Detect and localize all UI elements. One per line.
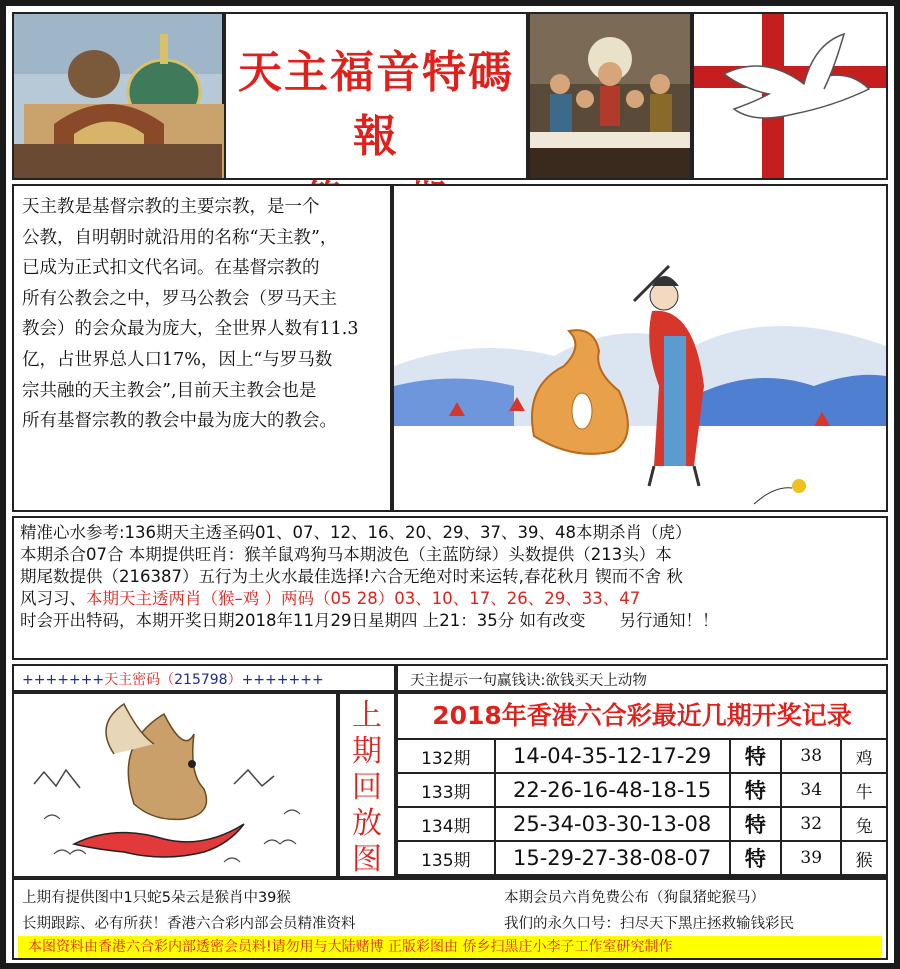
eagle-snake-illustration [14, 694, 336, 876]
footer-tracking: 长期跟踪、必有所获！香港六合彩内部会员精准资料 [22, 916, 356, 932]
table-row [397, 773, 887, 807]
info-line-2: 本期杀合07合 本期提供旺肖：猴羊鼠鸡狗马本期波色（主蓝防绿）头数提供（213头）本 [20, 545, 672, 564]
zodiac-cell: 兔 [841, 807, 887, 841]
numbers-cell: 15-29-27-38-08-07 [495, 841, 730, 875]
info-line-5-notice: 另行通知！！ [619, 611, 719, 630]
page-title: 天主福音特碼報 [238, 47, 514, 162]
flute-girl-painting [394, 186, 886, 510]
info-line-4-text: 风习习、 [20, 589, 86, 608]
footer-disclaimer: 本图资料由香港六合彩内部透密会员料!请勿用与大陆赌博 正版彩图由 侨乡扫黑庄小李子工作室研究制作 [18, 936, 882, 958]
zodiac-cell: 鸡 [841, 739, 887, 773]
period-cell: 135期 [397, 841, 495, 875]
replay-char: 期 [352, 734, 382, 769]
eagle-image-box [12, 692, 338, 878]
cross-dove-icon [694, 14, 886, 178]
special-cell: 34 [781, 773, 841, 807]
secret-code-line [22, 669, 386, 689]
intro-line: 天主教是基督宗教的主要宗教，是一个 [22, 197, 320, 217]
intro-line: 亿，占世界总人口17%，因上“与罗马数 [22, 349, 333, 370]
footer-box [12, 878, 888, 960]
records-box [396, 692, 888, 878]
info-line-4-highlight: 本期天主透两肖（猴–鸡 ）两码（05 28）03、10、17、26、29、33、47 [86, 589, 641, 608]
tip-text: 天主提示一句赢钱诀:欲钱买天上动物 [410, 673, 647, 689]
zodiac-cell: 牛 [841, 773, 887, 807]
secret-code-label: 天主密码（ [104, 672, 175, 688]
tip-box [396, 664, 888, 692]
te-cell: 特 [730, 841, 782, 875]
footer-member-zodiac: 本期会员六肖免费公布（狗鼠猪蛇猴马） [504, 890, 765, 906]
secret-code-close: ） [227, 672, 242, 688]
special-cell: 38 [781, 739, 841, 773]
last-supper-illustration [530, 14, 690, 178]
church-illustration [14, 14, 222, 178]
intro-line: 已成为正式扣文代名词。在基督宗教的 [22, 258, 320, 279]
replay-char: 上 [352, 698, 382, 733]
painting-box [392, 184, 888, 512]
zodiac-cell: 猴 [841, 841, 887, 875]
info-line-4 [20, 588, 880, 610]
period-cell: 133期 [397, 773, 495, 807]
te-cell: 特 [730, 773, 782, 807]
footer-slogan: 我们的永久口号：扫尽天下黑庄拯救输钱彩民 [504, 916, 794, 932]
secret-code-plus: +++++++ [241, 672, 324, 688]
page [6, 6, 894, 963]
special-cell: 32 [781, 807, 841, 841]
intro-line: 所有公教会之中，罗马公教会（罗马天主 [22, 288, 337, 309]
records-title: 2018年香港六合彩最近几期开奖记录 [432, 701, 852, 730]
te-cell: 特 [730, 807, 782, 841]
header-church-image [12, 12, 224, 180]
header-cross-image [692, 12, 888, 180]
info-line-1: 精准心水参考:136期天主透圣码01、07、12、16、20、29、37、39、48本期杀肖（虎） [20, 523, 692, 542]
info-line-5 [20, 610, 880, 632]
period-cell: 134期 [397, 807, 495, 841]
special-cell: 39 [781, 841, 841, 875]
secret-code-box [12, 664, 396, 692]
replay-char: 放 [352, 806, 382, 841]
numbers-cell: 22-26-16-48-18-15 [495, 773, 730, 807]
prediction-info-box [12, 516, 888, 660]
secret-code-value: 215798 [174, 672, 228, 688]
table-row [397, 739, 887, 773]
intro-line: 所有基督宗教的教会中最为庞大的教会。 [22, 411, 337, 432]
records-table [396, 738, 888, 876]
footer-last-issue: 上期有提供图中1只蛇5朵云是猴肖中39猴 [22, 890, 291, 906]
numbers-cell: 25-34-03-30-13-08 [495, 807, 730, 841]
intro-line: 宗共融的天主教会”,目前天主教会也是 [22, 380, 317, 401]
header-supper-image [528, 12, 692, 180]
header-title-box [224, 12, 528, 180]
table-row [397, 841, 887, 875]
intro-line: 公教，自明朝时就沿用的名称“天主教”， [22, 227, 338, 248]
table-row [397, 807, 887, 841]
replay-box [338, 692, 396, 878]
intro-line: 教会）的会众最为庞大，全世界人数有11.3 [22, 319, 359, 340]
intro-text-box [12, 184, 392, 512]
te-cell: 特 [730, 739, 782, 773]
replay-char: 回 [352, 770, 382, 805]
info-line-3: 期尾数提供（216387）五行为土火水最佳选择!六合无绝对时来运转,春花秋月 锲而不舍 秋 [20, 567, 683, 586]
info-line-5-text: 时会开出特码，本期开奖日期2018年11月29日星期四 上21：35分 如有改变 [20, 611, 586, 630]
replay-char: 图 [352, 842, 382, 877]
secret-code-plus: +++++++ [22, 672, 105, 688]
numbers-cell: 14-04-35-12-17-29 [495, 739, 730, 773]
period-cell: 132期 [397, 739, 495, 773]
